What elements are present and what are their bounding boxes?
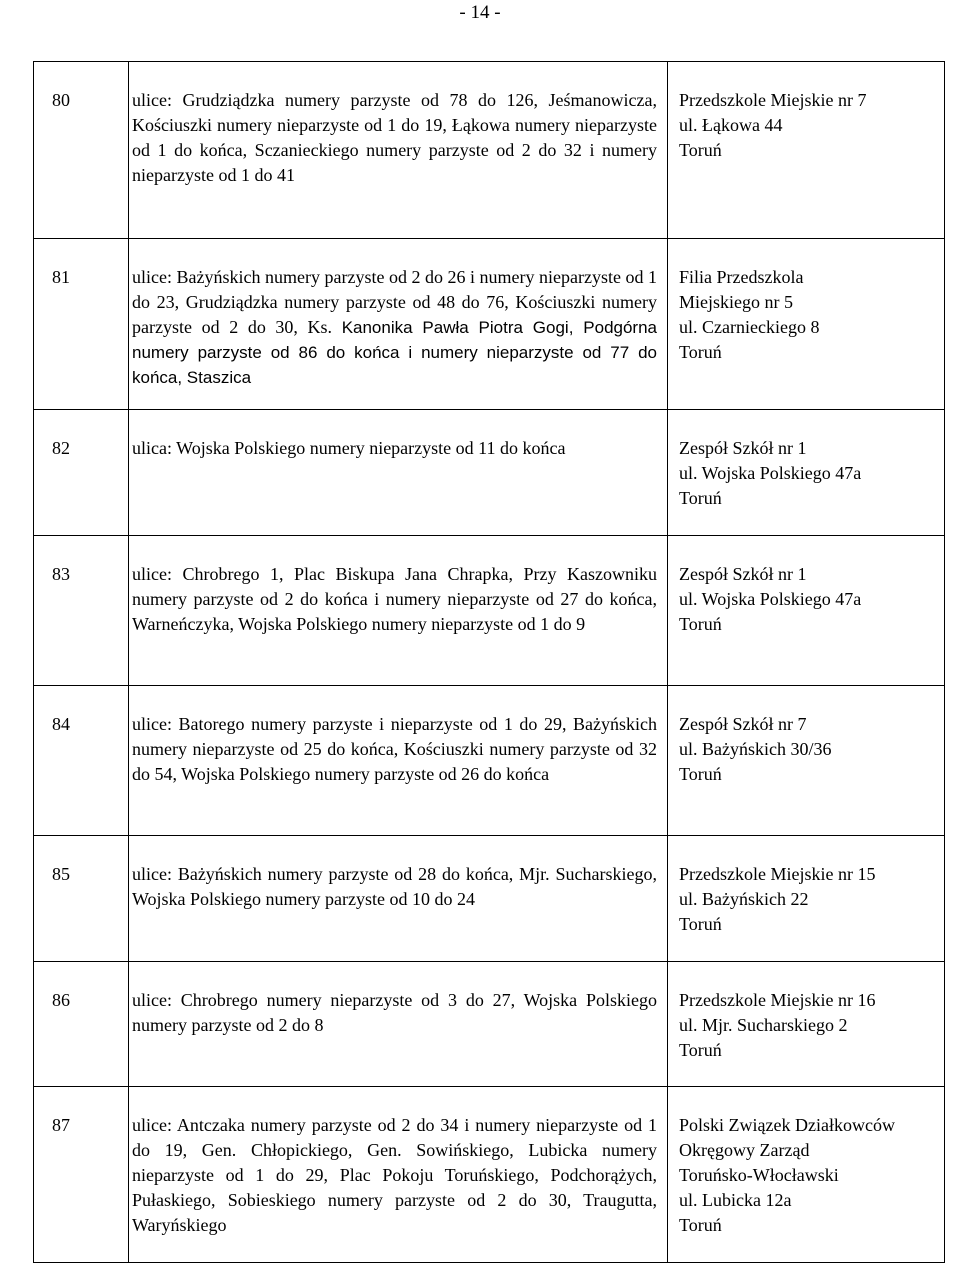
- institution-city: Toruń: [679, 764, 722, 784]
- district-assignment-table: [33, 61, 945, 1263]
- table-row: [34, 962, 945, 1087]
- institution-city: Toruń: [679, 1040, 722, 1060]
- institution-name-cont: Toruńsko-Włocławski: [679, 1165, 839, 1185]
- institution-address: [668, 536, 945, 686]
- table-row: [34, 1087, 945, 1263]
- row-number: 80: [34, 62, 129, 239]
- table-row: [34, 836, 945, 962]
- institution-street: ul. Wojska Polskiego 47a: [679, 463, 862, 483]
- institution-street: ul. Mjr. Sucharskiego 2: [679, 1015, 848, 1035]
- institution-street: ul. Łąkowa 44: [679, 115, 783, 135]
- institution-address: [668, 1087, 945, 1263]
- institution-street: ul. Lubicka 12a: [679, 1190, 792, 1210]
- table-row: [34, 536, 945, 686]
- street-list: ulice: Antczaka numery parzyste od 2 do 34 i numery nieparzyste od 1 do 19, Gen. Chłopickiego, Gen. Sowińskiego, Lubicka numery nieparzyste od 1 do 29, Plac Pokoju Toruńskiego, Podchorążych, Pułaskiego, Sobieskiego numery parzyste od 2 do 30, Traugutta, Waryńskiego: [129, 1087, 668, 1263]
- institution-name: Przedszkole Miejskie nr 15: [679, 864, 876, 884]
- institution-name: Zespół Szkół nr 7: [679, 714, 807, 734]
- institution-address: [668, 62, 945, 239]
- table-row: [34, 239, 945, 410]
- institution-name: Zespół Szkół nr 1: [679, 564, 807, 584]
- table-row: [34, 62, 945, 239]
- institution-address: [668, 239, 945, 410]
- row-number: 81: [34, 239, 129, 410]
- street-list: [129, 239, 668, 410]
- institution-city: Toruń: [679, 1215, 722, 1235]
- row-number: 84: [34, 686, 129, 836]
- table-row: [34, 686, 945, 836]
- institution-street: ul. Wojska Polskiego 47a: [679, 589, 862, 609]
- table-row: [34, 410, 945, 536]
- street-list-part: ulice: Bażyńskich numery parzyste od 2 do 26 i numery nieparzyste od 1 do 23, Grudziądzka numery parzyste od 48 do 76, Kościuszki numery parzyste od 2 do 30, Ks.: [132, 267, 657, 337]
- institution-address: [668, 686, 945, 836]
- institution-address: [668, 836, 945, 962]
- institution-name: Przedszkole Miejskie nr 16: [679, 990, 876, 1010]
- street-list: ulice: Chrobrego 1, Plac Biskupa Jana Chrapka, Przy Kaszowniku numery parzyste od 2 do końca i numery nieparzyste od 27 do końca, Warneńczyka, Wojska Polskiego numery nieparzyste od 1 do 9: [129, 536, 668, 686]
- institution-name: Filia Przedszkola: [679, 267, 804, 287]
- institution-name-cont: Miejskiego nr 5: [679, 292, 793, 312]
- institution-street: ul. Bażyńskich 30/36: [679, 739, 832, 759]
- institution-name-cont: Okręgowy Zarząd: [679, 1140, 810, 1160]
- page-number: - 14 -: [459, 2, 501, 23]
- street-list: ulice: Chrobrego numery nieparzyste od 3 do 27, Wojska Polskiego numery parzyste od 2 do 8: [129, 962, 668, 1087]
- institution-street: ul. Bażyńskich 22: [679, 889, 809, 909]
- row-number: 86: [34, 962, 129, 1087]
- institution-address: [668, 410, 945, 536]
- street-list: ulice: Grudziądzka numery parzyste od 78 do 126, Jeśmanowicza, Kościuszki numery nieparzyste od 1 do 19, Łąkowa numery nieparzyste od 1 do końca, Sczanieckiego numery parzyste od 2 do 32 i numery nieparzyste od 1 do 41: [129, 62, 668, 239]
- institution-address: [668, 962, 945, 1087]
- street-list-part: Kanonika Pawła Piotra Gogi, Podgórna numery parzyste od 86 do końca i numery nieparzyste od 77 do końca, Staszica: [132, 318, 658, 387]
- street-list: ulica: Wojska Polskiego numery nieparzyste od 11 do końca: [129, 410, 668, 536]
- institution-city: Toruń: [679, 614, 722, 634]
- institution-name: Polski Związek Działkowców: [679, 1115, 895, 1135]
- row-number: 87: [34, 1087, 129, 1263]
- institution-name: Przedszkole Miejskie nr 7: [679, 90, 867, 110]
- row-number: 83: [34, 536, 129, 686]
- institution-city: Toruń: [679, 914, 722, 934]
- institution-city: Toruń: [679, 488, 722, 508]
- institution-name: Zespół Szkół nr 1: [679, 438, 807, 458]
- row-number: 82: [34, 410, 129, 536]
- street-list: ulice: Bażyńskich numery parzyste od 28 do końca, Mjr. Sucharskiego, Wojska Polskiego numery parzyste od 10 do 24: [129, 836, 668, 962]
- institution-street: ul. Czarnieckiego 8: [679, 317, 820, 337]
- institution-city: Toruń: [679, 140, 722, 160]
- institution-city: Toruń: [679, 342, 722, 362]
- row-number: 85: [34, 836, 129, 962]
- street-list: ulice: Batorego numery parzyste i nieparzyste od 1 do 29, Bażyńskich numery nieparzyste od 25 do końca, Kościuszki numery parzyste od 32 do 54, Wojska Polskiego numery parzyste od 26 do końca: [129, 686, 668, 836]
